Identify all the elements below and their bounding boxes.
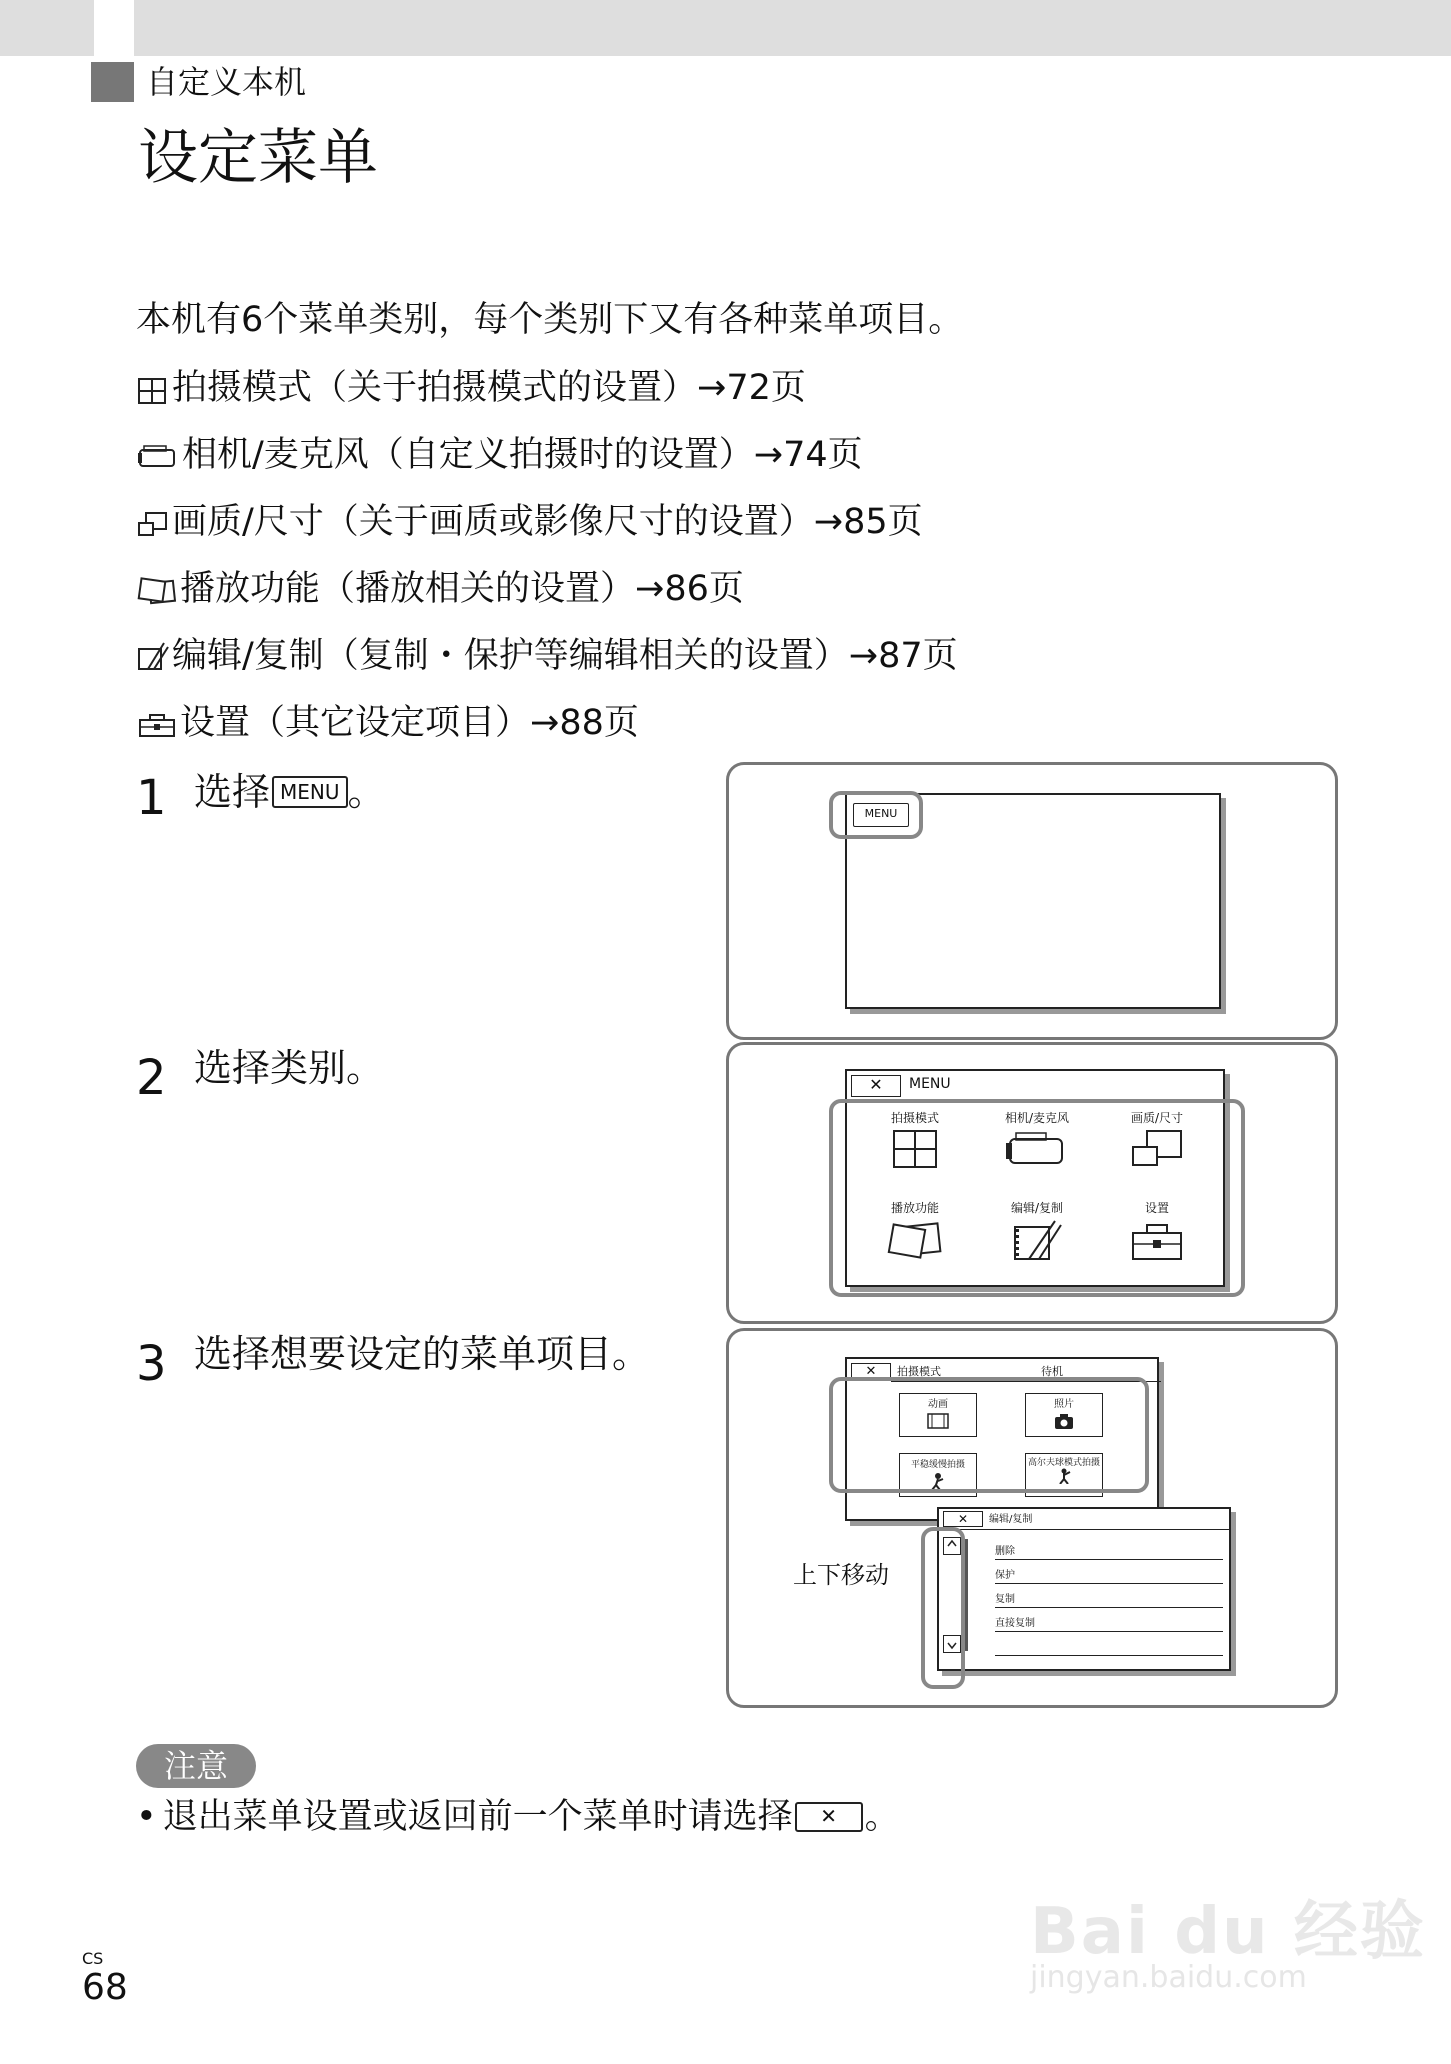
close-button[interactable]: ✕ [943, 1511, 983, 1527]
list-item-label: 复制 [995, 1594, 1015, 1605]
category-text: 相机/麦克风（自定义拍摄时的设置）→74页 [182, 435, 863, 475]
button-label: 高尔夫球模式拍摄 [1027, 1458, 1100, 1468]
button-label: 照片 [1054, 1399, 1074, 1410]
step-label: 选择 [194, 770, 271, 814]
status-text: 待机 [1041, 1365, 1063, 1378]
list-item-label: 直接复制 [995, 1618, 1035, 1629]
toolbox-icon [136, 706, 178, 740]
intro-text: 本机有6个菜单类别，每个类别下又有各种菜单项目。 [136, 300, 964, 340]
section-label: 自定义本机 [146, 63, 307, 101]
category-text: 播放功能（播放相关的设置）→86页 [180, 569, 744, 609]
page-title: 设定菜单 [138, 123, 378, 193]
note-body: 退出菜单设置或返回前一个菜单时请选择 [162, 1797, 793, 1837]
edit-copy-icon [136, 639, 170, 673]
menu-title: MENU [909, 1076, 951, 1092]
category-label: 播放功能 [890, 1201, 939, 1215]
category-line [136, 364, 806, 412]
category-line [136, 565, 744, 613]
category-text: 编辑/复制（复制・保护等编辑相关的设置）→87页 [172, 636, 958, 676]
category-label: 拍摄模式 [890, 1111, 939, 1125]
button-label: 平稳缓慢拍摄 [910, 1460, 965, 1470]
close-button[interactable]: ✕ [851, 1075, 901, 1097]
category-line [136, 498, 923, 546]
note-suffix: 。 [864, 1797, 900, 1837]
category-label: 画质/尺寸 [1130, 1111, 1184, 1125]
step-text: 选择想要设定的菜单项目。 [194, 1332, 651, 1376]
list-item[interactable] [995, 1611, 1223, 1632]
category-text: 画质/尺寸（关于画质或影像尺寸的设置）→85页 [172, 502, 923, 542]
highlight-box [829, 791, 923, 839]
list-item[interactable] [995, 1539, 1223, 1560]
image-size-icon [136, 505, 170, 539]
watermark-url: jingyan.baidu.com [1030, 1960, 1307, 1995]
screen-title: 编辑/复制 [989, 1514, 1033, 1525]
note-badge: 注意 [136, 1744, 256, 1788]
note-text [136, 1792, 900, 1842]
watermark-brand: Bai du 经验 [1030, 1895, 1426, 1969]
header-notch [94, 0, 134, 56]
category-label: 设置 [1144, 1201, 1169, 1215]
button-label: 动画 [928, 1399, 948, 1410]
category-label: 相机/麦克风 [1004, 1111, 1070, 1125]
step-text [194, 764, 386, 820]
list-item[interactable] [995, 1587, 1223, 1608]
highlight-box [829, 1099, 1245, 1297]
step-suffix: 。 [347, 770, 386, 814]
screen-title: 拍摄模式 [897, 1365, 941, 1378]
category-text: 拍摄模式（关于拍摄模式的设置）→72页 [172, 368, 806, 408]
list-item[interactable] [995, 1635, 1223, 1656]
illustration-panel-1 [726, 762, 1338, 1040]
category-line [136, 632, 958, 680]
list-item-label: 删除 [995, 1546, 1015, 1557]
menu-button[interactable]: MENU [853, 803, 909, 827]
highlight-box [829, 1377, 1149, 1493]
language-code: CS [82, 1949, 104, 1968]
playback-icon [136, 572, 178, 606]
highlight-box [921, 1527, 965, 1689]
close-key: ✕ [795, 1802, 863, 1832]
section-marker [91, 62, 134, 102]
step-number: 1 [136, 770, 167, 826]
category-label: 编辑/复制 [1010, 1201, 1064, 1215]
menu-key: MENU [272, 776, 348, 808]
step-number: 2 [136, 1050, 167, 1106]
illustration-panel-2 [726, 1042, 1338, 1324]
close-button[interactable]: ✕ [851, 1363, 891, 1381]
edit-copy-screen [937, 1507, 1231, 1671]
list-item-label: 保护 [995, 1570, 1015, 1581]
divider [939, 1529, 1231, 1530]
grid-icon [136, 371, 170, 405]
illustration-panel-3 [726, 1328, 1338, 1708]
scrollbar[interactable] [965, 1539, 968, 1651]
bullet: • [136, 1797, 157, 1837]
scroll-caption: 上下移动 [793, 1561, 889, 1589]
step-number: 3 [136, 1336, 167, 1392]
category-text: 设置（其它设定项目）→88页 [180, 703, 639, 743]
header-bar [0, 0, 1451, 56]
category-line [136, 699, 639, 747]
list-item[interactable] [995, 1563, 1223, 1584]
category-line [136, 431, 863, 479]
page-number: 68 [82, 1967, 128, 2008]
camera-icon [136, 438, 180, 472]
step-text: 选择类别。 [194, 1046, 385, 1090]
